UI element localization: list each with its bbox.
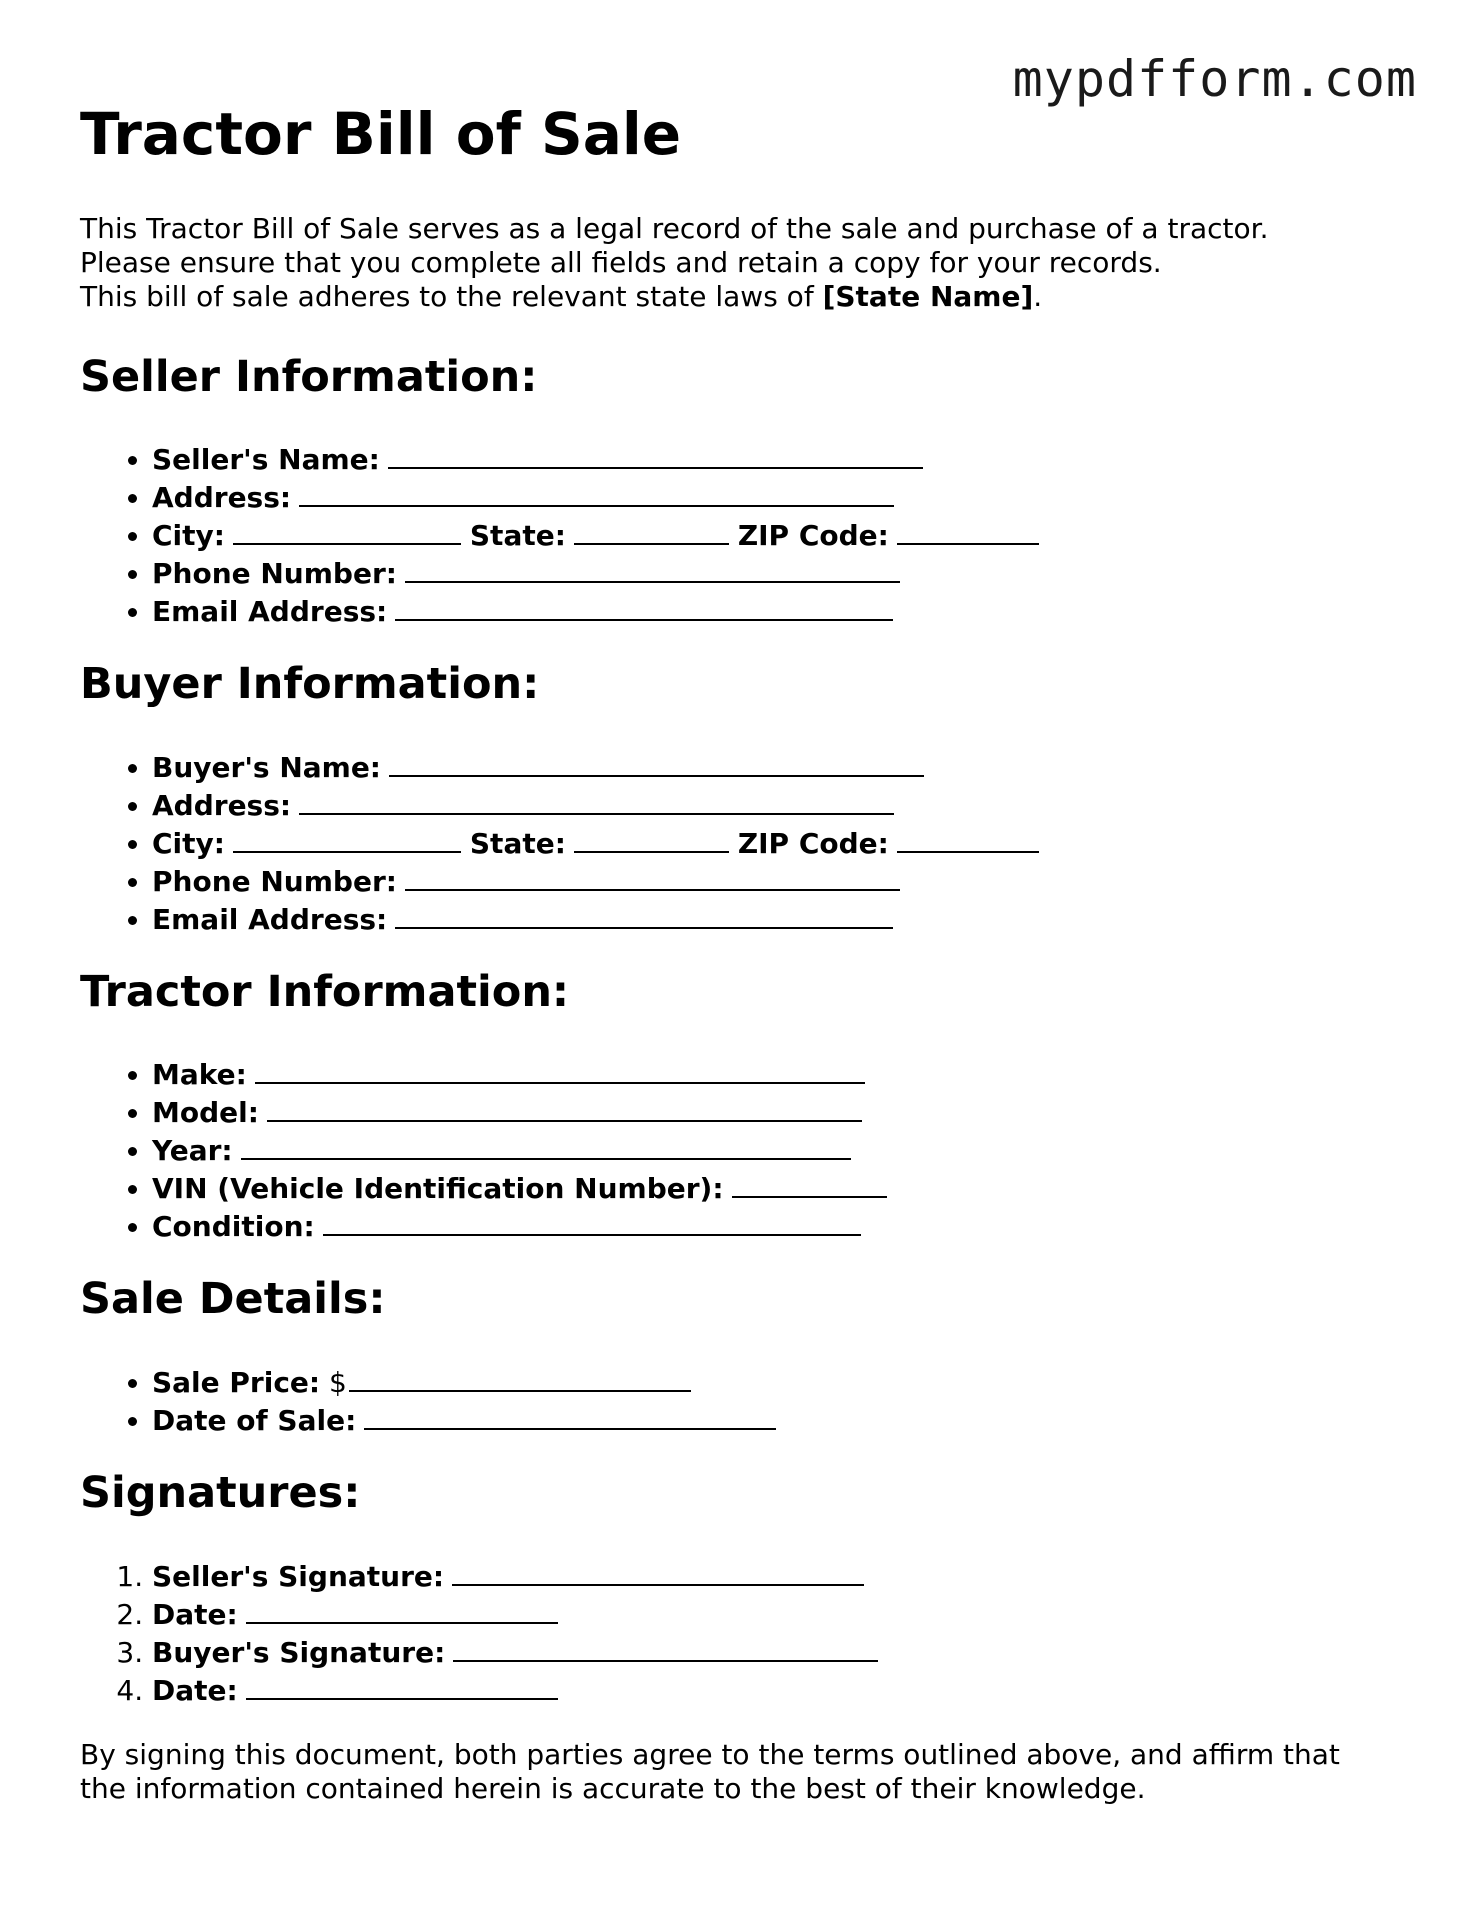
seller-state-field[interactable] (574, 515, 729, 545)
tractor-heading: Tractor Information: (80, 966, 570, 1017)
closing-line-1: By signing this document, both parties agree to the terms outlined above, and affirm that (80, 1737, 1340, 1771)
buyer-date-field[interactable] (246, 1670, 558, 1700)
buyer-date-label: Date: (152, 1673, 238, 1707)
document-page (80, 100, 1400, 1806)
tractor-condition-item (152, 1206, 1400, 1244)
seller-date-item (152, 1594, 1400, 1632)
seller-zip-label: ZIP Code: (737, 519, 889, 553)
seller-date-label: Date: (152, 1597, 238, 1631)
closing-paragraph (80, 1738, 1400, 1806)
tractor-make-field[interactable] (255, 1054, 865, 1084)
buyer-email-item (152, 899, 1400, 937)
tractor-make-item (152, 1054, 1400, 1092)
signature-fields (80, 1556, 1400, 1708)
buyer-email-field[interactable] (395, 899, 893, 929)
tractor-vin-label: VIN (Vehicle Identification Number): (152, 1172, 724, 1206)
tractor-year-label: Year: (152, 1134, 233, 1168)
sale-date-label: Date of Sale: (152, 1403, 357, 1437)
buyer-city-item (152, 823, 1400, 861)
seller-address-label: Address: (152, 481, 292, 515)
seller-name-label: Seller's Name: (152, 443, 380, 477)
sale-heading: Sale Details: (80, 1274, 386, 1325)
seller-email-field[interactable] (395, 591, 893, 621)
buyer-signature-item (152, 1632, 1400, 1670)
seller-city-item (152, 515, 1400, 553)
seller-email-label: Email Address: (152, 595, 388, 629)
seller-address-field[interactable] (299, 477, 894, 507)
buyer-address-label: Address: (152, 788, 292, 822)
buyer-signature-field[interactable] (453, 1632, 878, 1662)
sale-price-field[interactable] (349, 1362, 691, 1392)
tractor-make-label: Make: (152, 1058, 247, 1092)
tractor-vin-item (152, 1168, 1400, 1206)
buyer-address-item (152, 785, 1400, 823)
seller-city-field[interactable] (233, 515, 461, 545)
tractor-year-item (152, 1130, 1400, 1168)
tractor-fields (80, 1054, 1400, 1244)
sale-fields (80, 1362, 1400, 1438)
sale-date-field[interactable] (364, 1400, 776, 1430)
intro-line-3-prefix: This bill of sale adheres to the relevant state laws of (80, 279, 823, 313)
intro-line-1: This Tractor Bill of Sale serves as a legal record of the sale and purchase of a tractor. (80, 211, 1269, 245)
buyer-phone-item (152, 861, 1400, 899)
signatures-heading: Signatures: (80, 1467, 361, 1518)
tractor-model-label: Model: (152, 1096, 259, 1130)
tractor-condition-field[interactable] (323, 1206, 861, 1236)
page-title: Tractor Bill of Sale (80, 100, 682, 168)
buyer-phone-field[interactable] (405, 861, 900, 891)
buyer-email-label: Email Address: (152, 902, 388, 936)
buyer-name-item (152, 747, 1400, 785)
seller-phone-item (152, 553, 1400, 591)
intro-line-3 (80, 280, 1400, 314)
seller-signature-field[interactable] (452, 1556, 864, 1586)
sale-price-label: Sale Price: (152, 1365, 321, 1399)
buyer-name-field[interactable] (389, 747, 924, 777)
seller-address-item (152, 477, 1400, 515)
seller-signature-item (152, 1556, 1400, 1594)
buyer-zip-field[interactable] (897, 823, 1039, 853)
tractor-vin-field[interactable] (732, 1168, 887, 1198)
seller-signature-label: Seller's Signature: (152, 1559, 445, 1593)
buyer-heading: Buyer Information: (80, 659, 540, 710)
tractor-model-item (152, 1092, 1400, 1130)
buyer-zip-label: ZIP Code: (737, 826, 889, 860)
seller-phone-label: Phone Number: (152, 557, 397, 591)
buyer-signature-label: Buyer's Signature: (152, 1635, 446, 1669)
seller-heading: Seller Information: (80, 351, 538, 402)
seller-fields (80, 439, 1400, 629)
seller-date-field[interactable] (246, 1594, 558, 1624)
buyer-state-field[interactable] (574, 823, 729, 853)
buyer-address-field[interactable] (299, 785, 894, 815)
tractor-model-field[interactable] (267, 1092, 862, 1122)
tractor-condition-label: Condition: (152, 1210, 315, 1244)
intro-paragraph (80, 212, 1400, 314)
state-name-placeholder: [State Name] (822, 279, 1034, 313)
buyer-city-label: City: (152, 826, 225, 860)
seller-name-field[interactable] (388, 439, 923, 469)
closing-line-2: the information contained herein is accurate to the best of their knowledge. (80, 1771, 1146, 1805)
seller-phone-field[interactable] (405, 553, 900, 583)
watermark: mypdfform.com (1012, 50, 1417, 108)
seller-city-label: City: (152, 519, 225, 553)
buyer-fields (80, 747, 1400, 937)
intro-line-3-suffix: . (1033, 279, 1043, 313)
sale-date-item (152, 1400, 1400, 1438)
buyer-name-label: Buyer's Name: (152, 750, 382, 784)
seller-name-item (152, 439, 1400, 477)
buyer-phone-label: Phone Number: (152, 864, 397, 898)
dollar-sign: $ (329, 1365, 347, 1399)
buyer-date-item (152, 1670, 1400, 1708)
intro-line-2: Please ensure that you complete all fields and retain a copy for your records. (80, 245, 1162, 279)
tractor-year-field[interactable] (241, 1130, 851, 1160)
buyer-city-field[interactable] (233, 823, 461, 853)
sale-price-item (152, 1362, 1400, 1400)
buyer-state-label: State: (469, 826, 566, 860)
seller-email-item (152, 591, 1400, 629)
seller-state-label: State: (469, 519, 566, 553)
seller-zip-field[interactable] (897, 515, 1039, 545)
